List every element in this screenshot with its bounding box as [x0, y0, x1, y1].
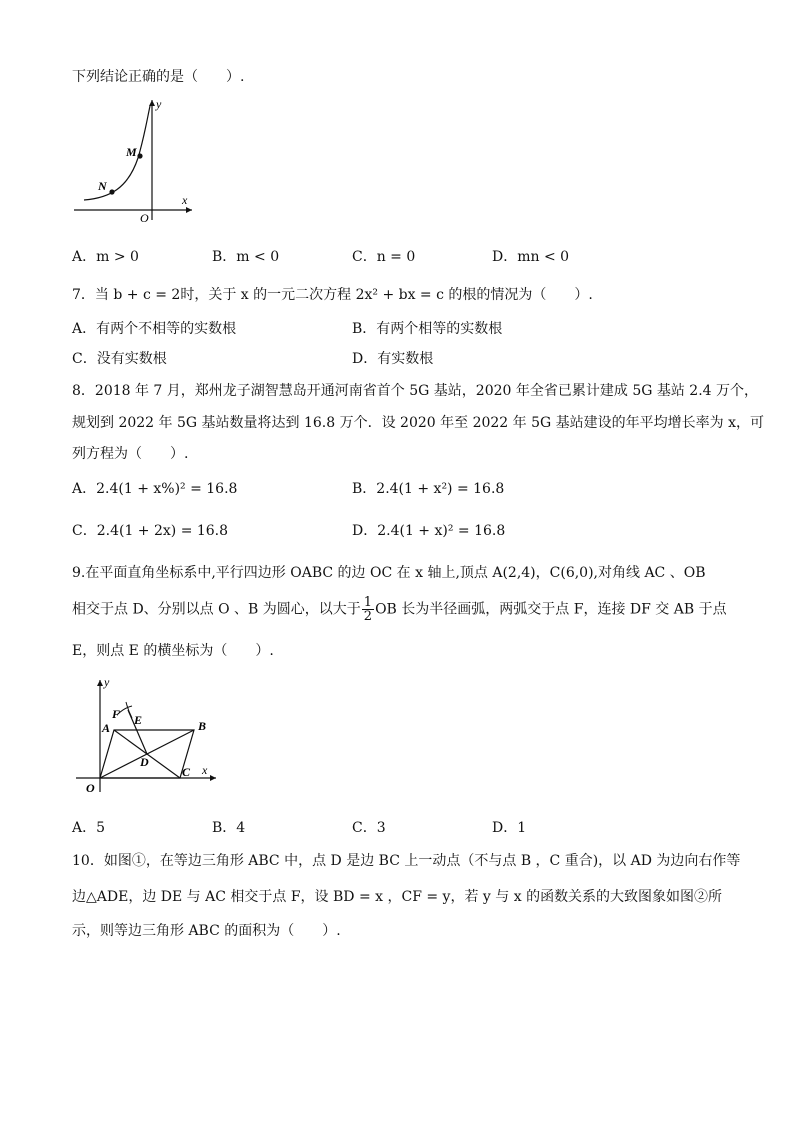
q8-option-d[interactable]: D．2.4(1 + x)² = 16.8: [352, 523, 506, 539]
q6-label-y: y: [156, 97, 162, 111]
q8-option-c[interactable]: C．2.4(1 + 2x) = 16.8: [72, 523, 229, 539]
q8-option-a[interactable]: A．2.4(1 + x%)² = 16.8: [72, 481, 238, 497]
q9-label-d: D: [140, 755, 149, 769]
q9-fraction: [362, 596, 374, 623]
q9-label-e: E: [134, 713, 143, 727]
q8-option-b[interactable]: B．2.4(1 + x²) = 16.8: [352, 481, 505, 497]
q9-label-x: x: [202, 763, 208, 777]
q8-stem-line2: 规划到 2022 年 5G 基站数量将达到 16.8 万个．设 2020 年至 2022 年 5G 基站建设的年平均增长率为 x，可: [72, 415, 764, 431]
q7-stem: 7．当 b + c = 2时，关于 x 的一元二次方程 2x² + bx = c 的根的情况为（ ）.: [72, 287, 593, 303]
q9-option-b[interactable]: B．4: [212, 820, 246, 836]
q10-stem-line1: 10．如图①，在等边三角形 ABC 中，点 D 是边 BC 上一动点（不与点 B ，C 重合)，以 AD 为边向右作等: [72, 853, 741, 869]
q9-label-a: A: [102, 721, 111, 735]
q6-figure: [70, 96, 200, 226]
q9-label-b: B: [198, 719, 207, 733]
q9-fraction-denominator: 2: [363, 609, 373, 624]
q6-label-m: M: [126, 145, 137, 159]
q6-label-o: O: [140, 211, 149, 225]
q9-figure: [72, 674, 222, 798]
q7-option-b[interactable]: B．有两个相等的实数根: [352, 321, 503, 337]
q9-stem-line3: E，则点 E 的横坐标为（ ）.: [72, 643, 274, 659]
q6-label-x: x: [182, 193, 188, 207]
q9-option-c[interactable]: C．3: [352, 820, 386, 836]
q9-label-c: C: [182, 765, 191, 779]
q9-label-o: O: [86, 781, 95, 795]
q7-option-a[interactable]: A．有两个不相等的实数根: [72, 321, 237, 337]
q7-option-d[interactable]: D．有实数根: [352, 351, 434, 367]
q6-option-a[interactable]: A．m > 0: [72, 249, 139, 265]
q6-option-c[interactable]: C．n = 0: [352, 249, 416, 265]
q6-option-d[interactable]: D．mn < 0: [492, 249, 570, 265]
q6-label-n: N: [98, 179, 107, 193]
q9-option-d[interactable]: D．1: [492, 820, 527, 836]
q9-label-f: F: [112, 707, 121, 721]
q8-stem-line1: 8．2018 年 7 月，郑州龙子湖智慧岛开通河南省首个 5G 基站，2020 年全省已累计建成 5G 基站 2.4 万个，: [72, 383, 759, 399]
q6-stem: 下列结论正确的是（ ）.: [72, 69, 245, 85]
q7-option-c[interactable]: C．没有实数根: [72, 351, 167, 367]
q10-stem-line3: 示，则等边三角形 ABC 的面积为（ ）.: [72, 923, 341, 939]
q8-stem-line3: 列方程为（ ）.: [72, 446, 189, 462]
q9-label-y: y: [104, 675, 110, 689]
q10-stem-line2: 边△ADE，边 DE 与 AC 相交于点 F，设 BD = x ，CF = y，若 y 与 x 的函数关系的大致图象如图②所: [72, 889, 723, 905]
q9-fraction-numerator: 1: [363, 595, 373, 610]
q9-option-a[interactable]: A．5: [72, 820, 106, 836]
q9-stem-line2: [72, 596, 727, 623]
q9-stem-line2-a: 相交于点 D、分别以点 O 、B 为圆心，以大于: [72, 601, 361, 618]
q9-stem-line2-b: OB 长为半径画弧，两弧交于点 F，连接 DF 交 AB 于点: [375, 601, 727, 618]
q6-option-b[interactable]: B．m < 0: [212, 249, 280, 265]
q9-stem-line1: 9.在平面直角坐标系中,平行四边形 OABC 的边 OC 在 x 轴上,顶点 A(2,4)，C(6,0),对角线 AC 、OB: [72, 565, 706, 581]
